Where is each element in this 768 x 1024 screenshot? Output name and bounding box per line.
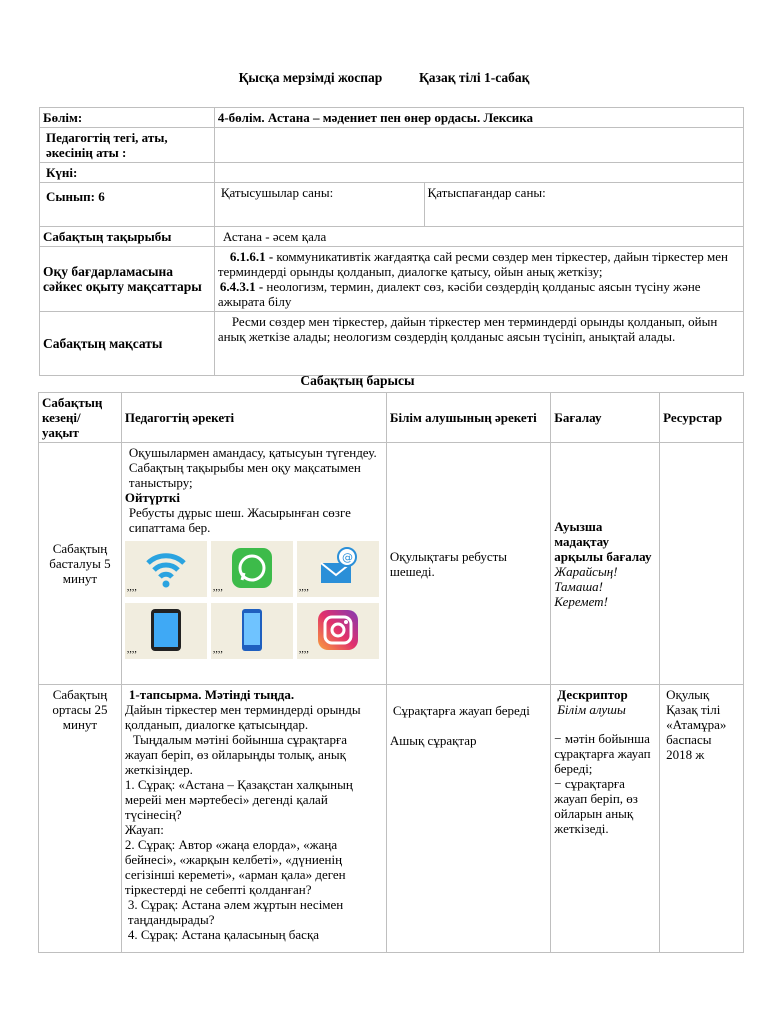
assessment-bold: Ауызша мадақтау арқылы бағалау [554, 518, 652, 564]
topic-value: Астана - әсем қала [214, 227, 743, 247]
descriptor-1: − мәтін бойынша сұрақтарға жауап береді; [554, 731, 651, 776]
topic-label: Сабақтың тақырыбы [40, 227, 215, 247]
task-title: 1-тапсырма. Мәтінді тыңда. [128, 687, 295, 702]
descriptor-sub: Білім алушы [557, 702, 626, 717]
teacher-value[interactable] [214, 128, 743, 163]
absent-label: Қатыспағандар саны: [424, 183, 743, 227]
progress-title: Сабақтың барысы [300, 373, 415, 388]
header-stage: Сабақтың кезеңі/ уақыт [39, 393, 122, 443]
objectives-label: Оқу бағдарламасына сәйкес оқыту мақсаттары [40, 247, 215, 312]
task-intro: Дайын тіркестер мен терминдерді орынды қолданып, диалогке қатысыңдар. [124, 702, 361, 732]
email-icon [297, 541, 379, 597]
phone-icon [211, 603, 293, 659]
question-4: 4. Сұрақ: Астана қаласының басқа [127, 927, 320, 942]
rebus-dots: ,,,, [298, 644, 309, 655]
resource-1: Оқулық [666, 687, 710, 702]
question-1: 1. Сұрақ: «Астана – Қазақстан халқының мерейі мен мәртебесі» дегенді қалай түсінесің? [124, 777, 353, 822]
present-label: Қатысушылар саны: [214, 183, 424, 227]
svg-text:@: @ [341, 551, 353, 564]
teacher-text: Оқушылармен амандасу, қатысуын түгендеу. Сабақтың тақырыбы мен оқу мақсатымен таныстыру; [128, 445, 377, 490]
rebus-images [125, 541, 383, 659]
table-row [39, 443, 744, 685]
descriptor-title: Дескриптор [557, 687, 628, 702]
teacher-action-start [121, 443, 386, 685]
section-value: 4-бөлім. Астана – мәдениет пен өнер ордасы. Лексика [214, 108, 743, 128]
instagram-icon [297, 603, 379, 659]
teacher-label: Педагогтің тегі, аты, әкесінің аты : [40, 128, 215, 163]
rebus-dots: ,,,, [212, 582, 223, 593]
class-label: Сынып: 6 [40, 183, 215, 227]
header-teacher: Педагогтің әрекеті [121, 393, 386, 443]
whatsapp-icon [211, 541, 293, 597]
document-title [0, 70, 768, 86]
progress-table [38, 392, 744, 953]
warmup-text: Ребусты дұрыс шеш. Жасырынған сөзге сипаттама бер. [128, 505, 351, 535]
descriptor [551, 685, 660, 953]
rebus-dots: ,,,, [126, 582, 137, 593]
student-answer: Сұрақтарға жауап береді [392, 703, 530, 718]
tablet-icon [125, 603, 207, 659]
header-student: Білім алушының әрекеті [386, 393, 550, 443]
resources-middle [660, 685, 744, 953]
praise-2: Тамаша! [554, 578, 603, 594]
assessment-start [551, 443, 660, 685]
subject-title: Қазақ тілі 1-сабақ [419, 70, 530, 85]
question-3: 3. Сұрақ: Астана әлем жұртын несімен таңдандырады? [127, 897, 344, 927]
date-label: Күні: [40, 163, 215, 183]
header-assessment: Бағалау [551, 393, 660, 443]
goal-label: Сабақтың мақсаты [40, 312, 215, 376]
objective-text-1: коммуникативтік жағдаятқа сай ресми сөздер мен тіркестер, дайын тіркестер мен терминдерді орынды қолданып, диалогке қатысу, ойын анық жеткізу; [217, 249, 728, 279]
resource-2: Қазақ тілі «Атамұра» баспасы 2018 ж [666, 702, 727, 762]
praise-3: Керемет! [554, 593, 608, 609]
question-2: 2. Сұрақ: Автор «жаңа елорда», «жаңа бейнесі», «жарқын келбеті», «дүниенің сегізінші кереметі», «арман қала» деген тіркестерді не себепті қолданған? [124, 837, 346, 897]
rebus-dots: ,,,, [298, 582, 309, 593]
objectives-value [214, 247, 743, 312]
table-row [39, 685, 744, 953]
descriptor-2: − сұрақтарға жауап беріп, өз ойларын анық жеткізеді. [554, 776, 638, 836]
student-action-middle [386, 685, 550, 953]
plan-title: Қысқа мерзімді жоспар [238, 70, 383, 85]
open-questions: Ашық сұрақтар [389, 733, 477, 748]
wifi-icon [125, 541, 207, 597]
rebus-dots: ,,,, [126, 644, 137, 655]
header-resources: Ресурстар [660, 393, 744, 443]
objective-text-2: неологизм, термин, диалект сөз, кәсіби сөздердің қолданыс аясын түсіну және ажырата білу [217, 279, 701, 309]
objective-code-1: 6.1.6.1 - [229, 249, 274, 264]
stage-middle: Сабақтың ортасы 25 минут [39, 685, 122, 953]
section-label: Бөлім: [40, 108, 215, 128]
objective-code-2: 6.4.3.1 - [219, 279, 264, 294]
praise-1: Жарайсың! [554, 563, 618, 579]
date-value[interactable] [214, 163, 743, 183]
student-action-start: Оқулықтағы ребусты шешеді. [386, 443, 550, 685]
rebus-dots: ,,,, [212, 644, 223, 655]
answer-label: Жауап: [124, 822, 164, 837]
teacher-action-middle [121, 685, 386, 953]
stage-start: Сабақтың басталуы 5 минут [39, 443, 122, 685]
info-table [39, 107, 744, 376]
resources-start [660, 443, 744, 685]
warmup-label: Ойтүрткі [124, 490, 180, 505]
goal-value: Ресми сөздер мен тіркестер, дайын тіркестер мен терминдерді орынды қолданып, ойын анық жеткізе алады; неологизм сөздердің қолданыс аясын түсініп, анықтай алады. [214, 312, 743, 376]
task-instruction: Тыңдалым мәтіні бойынша сұрақтарға жауап беріп, өз ойларыңды толық, анық жеткізіңдер. [124, 732, 348, 777]
